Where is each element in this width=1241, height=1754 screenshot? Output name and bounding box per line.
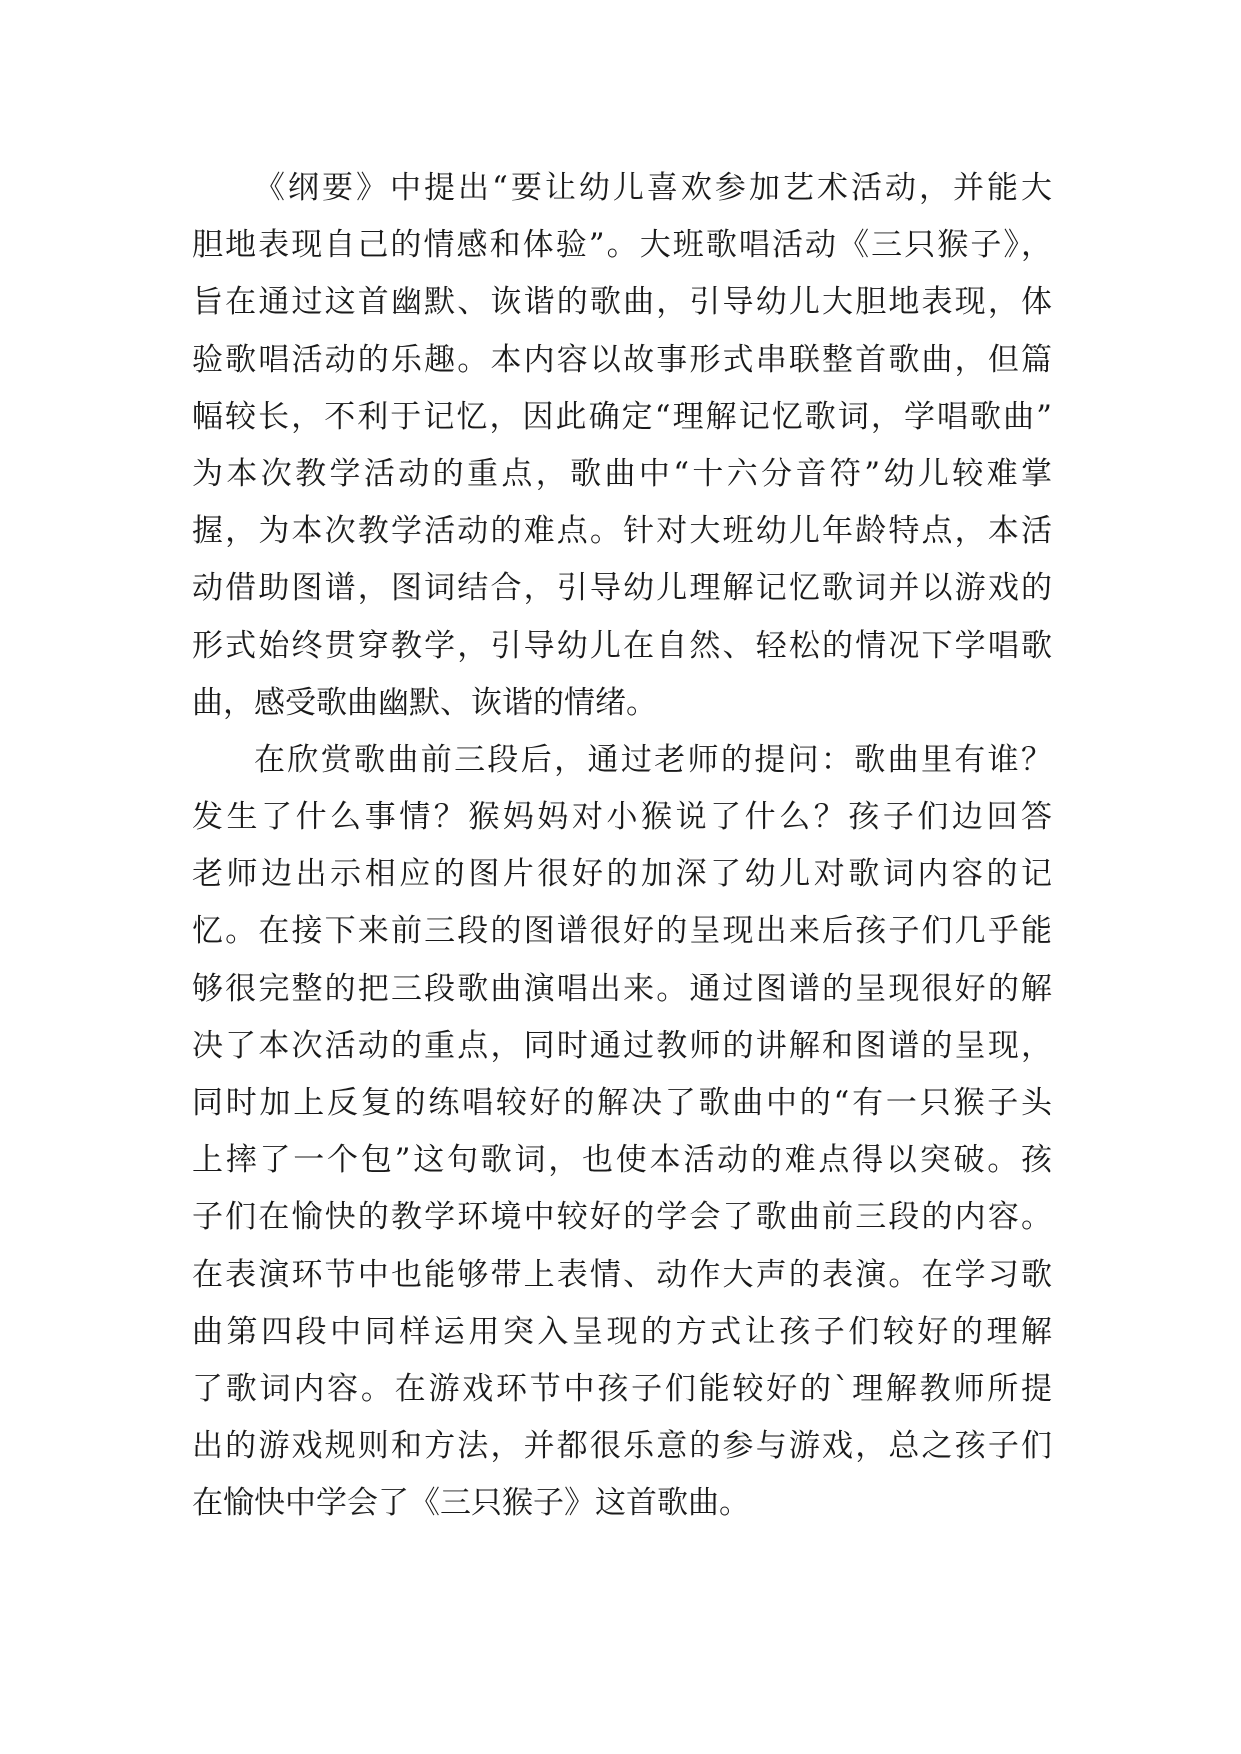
paragraph-line: 幅较长，不利于记忆，因此确定“理解记忆歌词，学唱歌曲” bbox=[192, 398, 1052, 435]
paragraph-line: 了歌词内容。在游戏环节中孩子们能较好的`理解教师所提 bbox=[192, 1370, 1052, 1407]
paragraph-line: 曲第四段中同样运用突入呈现的方式让孩子们较好的理解 bbox=[192, 1313, 1052, 1350]
paragraph-line: 子们在愉快的教学环境中较好的学会了歌曲前三段的内容。 bbox=[192, 1199, 1052, 1236]
paragraph-line: 为本次教学活动的重点，歌曲中“十六分音符”幼儿较难掌 bbox=[192, 455, 1052, 492]
paragraph-line: 在愉快中学会了《三只猴子》这首歌曲。 bbox=[192, 1485, 750, 1522]
paragraph-line: 在表演环节中也能够带上表情、动作大声的表演。在学习歌 bbox=[192, 1256, 1052, 1293]
paragraph-line: 同时加上反复的练唱较好的解决了歌曲中的“有一只猴子头 bbox=[192, 1085, 1052, 1121]
paragraph-line: 够很完整的把三段歌曲演唱出来。通过图谱的呈现很好的解 bbox=[192, 970, 1052, 1007]
paragraph-1 bbox=[192, 160, 1052, 732]
paragraph-line: 出的游戏规则和方法，并都很乐意的参与游戏，总之孩子们 bbox=[192, 1428, 1052, 1465]
paragraph-line: 形式始终贯穿教学，引导幼儿在自然、轻松的情况下学唱歌 bbox=[192, 627, 1052, 664]
paragraph-line: 胆地表现自己的情感和体验”。大班歌唱活动《三只猴子》， bbox=[192, 227, 1052, 264]
paragraph-line: 动借助图谱，图词结合，引导幼儿理解记忆歌词并以游戏的 bbox=[192, 570, 1052, 607]
paragraph-line: 曲，感受歌曲幽默、诙谐的情绪。 bbox=[192, 684, 657, 721]
paragraph-line: 老师边出示相应的图片很好的加深了幼儿对歌词内容的记 bbox=[192, 856, 1052, 893]
paragraph-line: 验歌唱活动的乐趣。本内容以故事形式串联整首歌曲，但篇 bbox=[192, 341, 1052, 378]
paragraph-line: 在欣赏歌曲前三段后，通过老师的提问：歌曲里有谁？ bbox=[254, 741, 1052, 778]
paragraph-line: 《纲要》中提出“要让幼儿喜欢参加艺术活动，并能大 bbox=[254, 170, 1052, 206]
paragraph-line: 忆。在接下来前三段的图谱很好的呈现出来后孩子们几乎能 bbox=[192, 913, 1052, 950]
paragraph-line: 决了本次活动的重点，同时通过教师的讲解和图谱的呈现， bbox=[192, 1027, 1052, 1064]
paragraph-2 bbox=[192, 732, 1052, 1533]
paragraph-line: 上摔了一个包”这句歌词，也使本活动的难点得以突破。孩 bbox=[192, 1142, 1052, 1179]
paragraph-line: 握，为本次教学活动的难点。针对大班幼儿年龄特点，本活 bbox=[192, 513, 1052, 550]
document-body bbox=[192, 160, 1052, 1533]
paragraph-line: 旨在通过这首幽默、诙谐的歌曲，引导幼儿大胆地表现，体 bbox=[192, 284, 1052, 321]
paragraph-line: 发生了什么事情？猴妈妈对小猴说了什么？孩子们边回答 bbox=[192, 799, 1052, 836]
